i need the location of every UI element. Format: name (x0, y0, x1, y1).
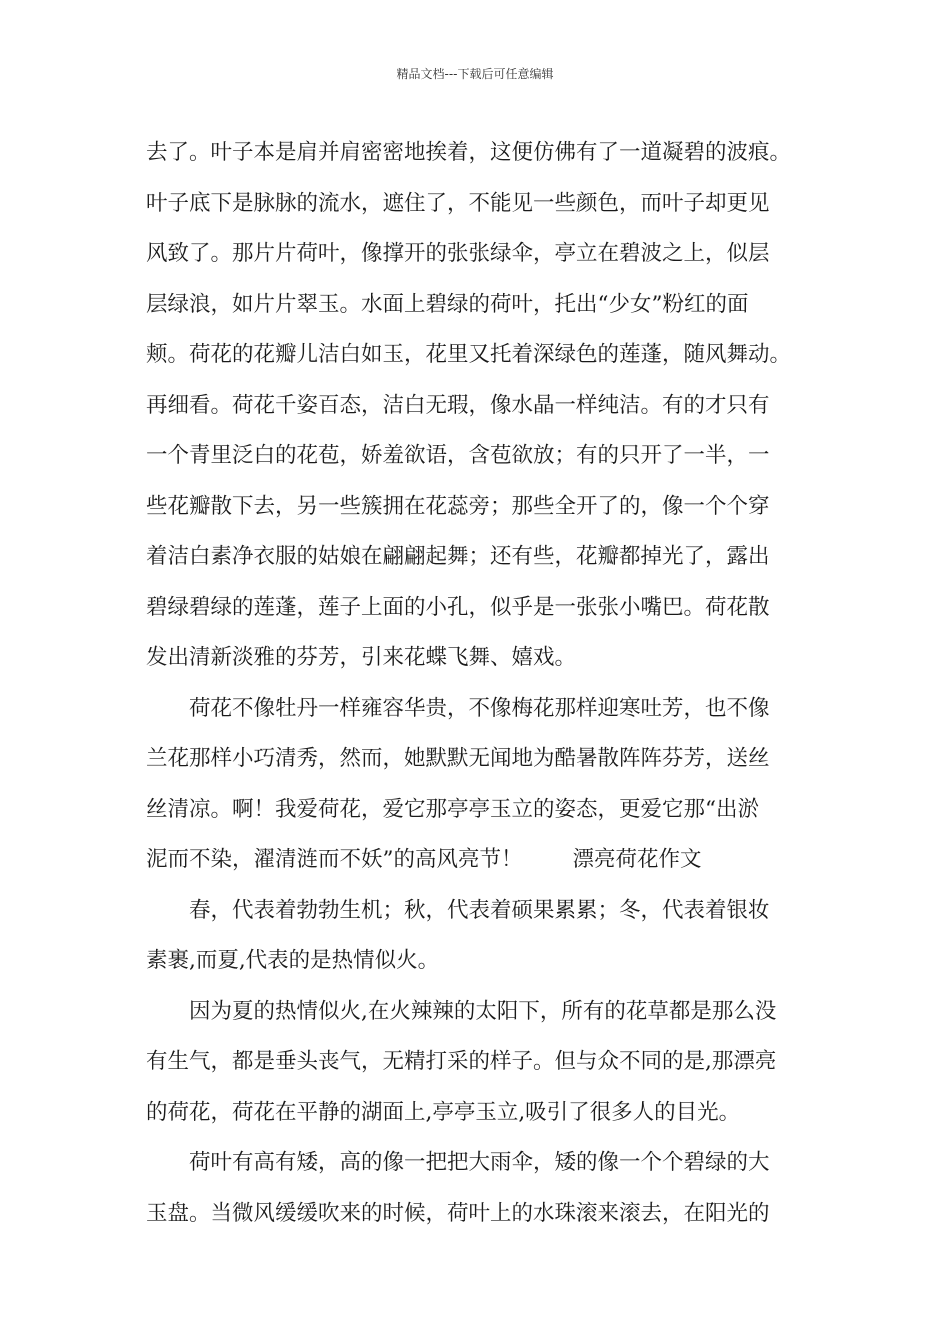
text-line: 风致了。那片片荷叶，像撑开的张张绿伞，亭立在碧波之上，似层 (146, 241, 770, 266)
text-line: 的荷花，荷花在平静的湖面上,亭亭玉立,吸引了很多人的目光。 (146, 1099, 741, 1125)
text-line: 兰花那样小巧清秀，然而，她默默无闻地为酷暑散阵阵芬芳，送丝 (146, 746, 770, 771)
paragraph-start-line: 荷叶有高有矮，高的像一把把大雨伞，矮的像一个个碧绿的大 (189, 1150, 770, 1175)
text-segment: 泥而不染，濯清涟而不妖”的高风亮节！ (146, 847, 523, 872)
text-line: 去了。叶子本是肩并肩密密地挨着，这便仿佛有了一道凝碧的波痕。 (146, 140, 792, 165)
document-body (146, 128, 826, 1239)
text-line: 丝清凉。啊！我爱荷花，爱它那亭亭玉立的姿态，更爱它那“出淤 (146, 796, 759, 822)
text-line: 玉盘。当微风缓缓吹来的时候，荷叶上的水珠滚来滚去，在阳光的 (146, 1200, 770, 1226)
text-line: 一个青里泛白的花苞，娇羞欲语，含苞欲放；有的只开了一半，一 (146, 443, 770, 468)
text-line: 颊。荷花的花瓣儿洁白如玉，花里又托着深绿色的莲蓬，随风舞动。 (146, 342, 792, 367)
paragraph-start-line: 荷花不像牡丹一样雍容华贵，不像梅花那样迎寒吐芳，也不像 (189, 695, 770, 721)
text-line: 着洁白素净衣服的姑娘在翩翩起舞；还有些，花瓣都掉光了，露出 (146, 544, 770, 569)
text-line: 素裹,而夏,代表的是热情似火。 (146, 948, 440, 973)
inline-essay-title: 漂亮荷花作文 (572, 847, 702, 872)
text-line-with-title (146, 835, 826, 886)
text-line: 层绿浪，如片片翠玉。水面上碧绿的荷叶，托出“少女”粉红的面 (146, 291, 749, 317)
text-line: 有生气，都是垂头丧气，无精打采的样子。但与众不同的是,那漂亮 (146, 1049, 777, 1074)
text-line: 叶子底下是脉脉的流水，遮住了，不能见一些颜色，而叶子却更见 (146, 190, 770, 216)
page-header: 精品文档---下载后可任意编辑 (396, 67, 554, 81)
text-line: 发出清新淡雅的芬芳，引来花蝶飞舞、嬉戏。 (146, 645, 577, 670)
text-line: 碧绿碧绿的莲蓬，莲子上面的小孔，似乎是一张张小嘴巴。荷花散 (146, 594, 770, 620)
paragraph-start-line: 春，代表着勃勃生机；秋，代表着硕果累累；冬，代表着银妆 (189, 897, 770, 923)
paragraph-start-line: 因为夏的热情似火,在火辣辣的太阳下，所有的花草都是那么没 (189, 998, 777, 1024)
text-line: 再细看。荷花千姿百态，洁白无瑕，像水晶一样纯洁。有的才只有 (146, 392, 770, 418)
text-line: 些花瓣散下去，另一些簇拥在花蕊旁；那些全开了的，像一个个穿 (146, 493, 770, 519)
